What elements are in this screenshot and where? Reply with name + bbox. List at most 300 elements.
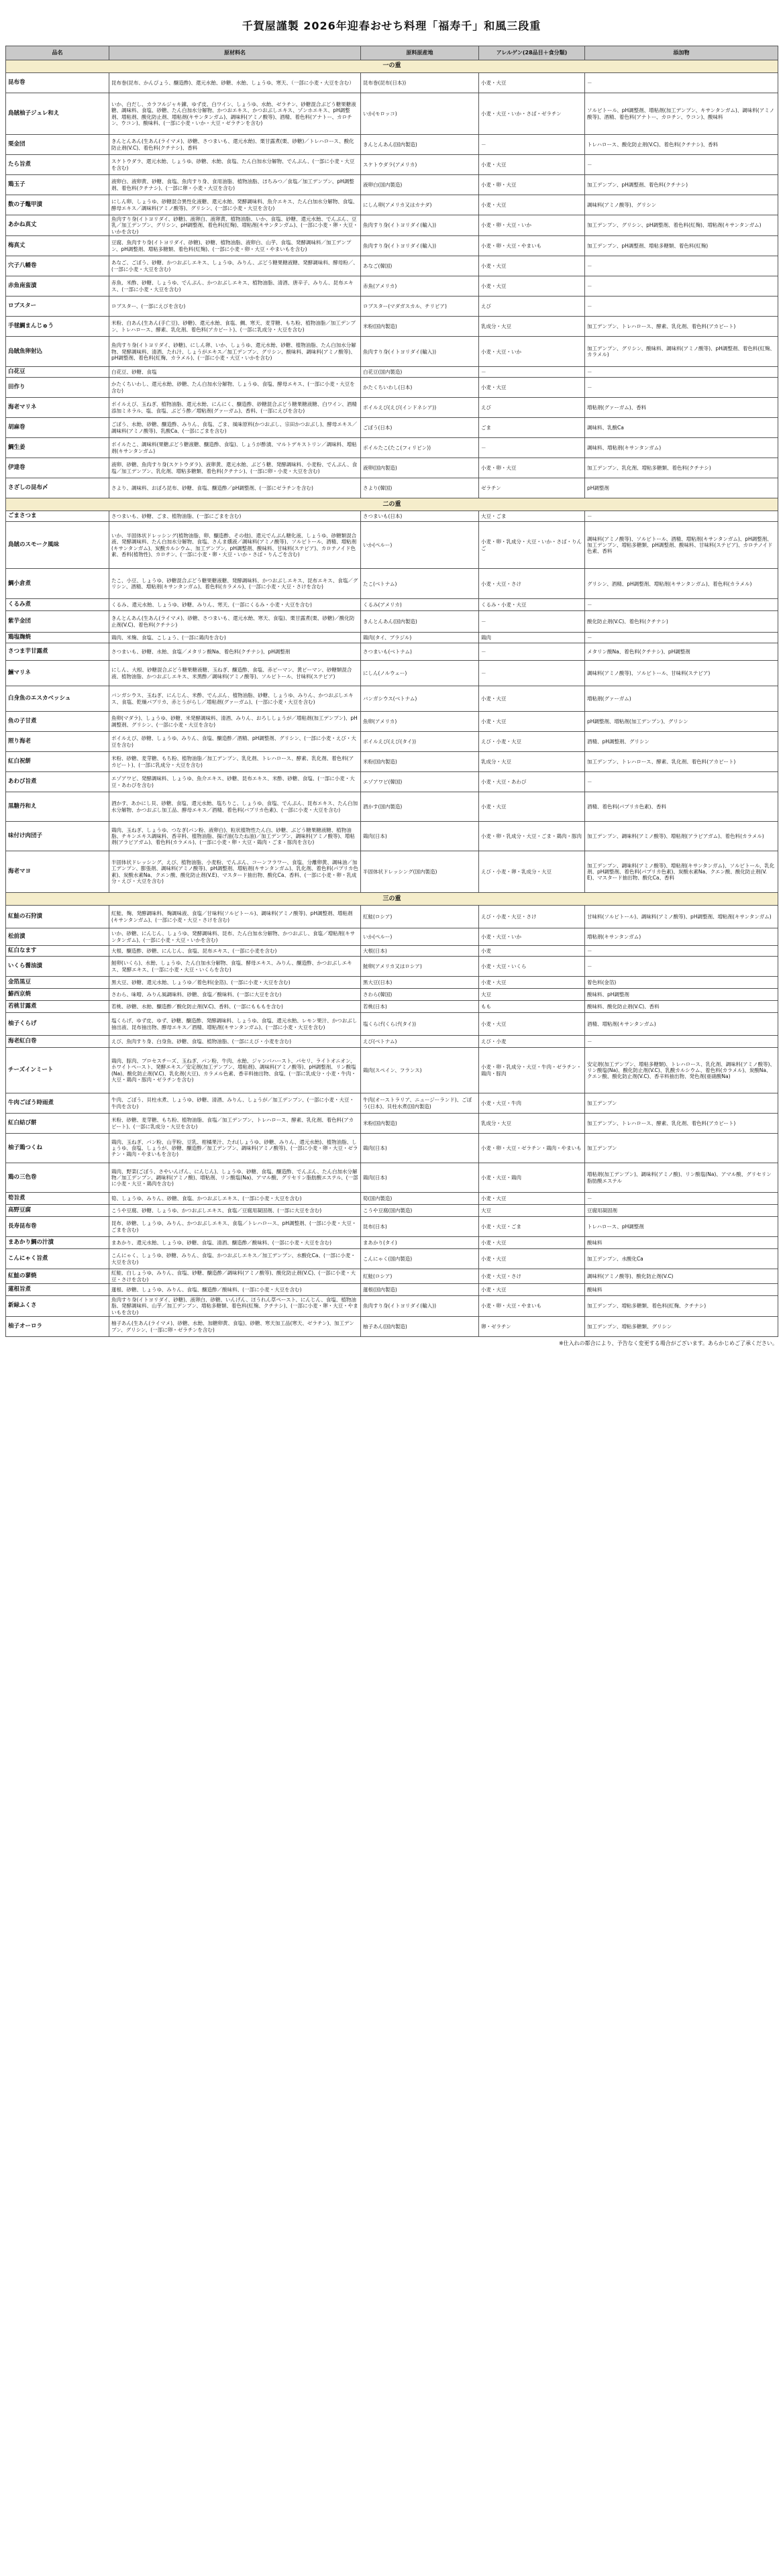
ingredients-table — [5, 46, 778, 1337]
item-name: 黒糖丹和え — [6, 792, 109, 822]
item-name: 金箔黒豆 — [6, 977, 109, 989]
item-origin: 赤魚(アメリカ) — [361, 276, 479, 297]
item-name: 穴子八幡巻 — [6, 256, 109, 276]
footnote: ※仕入れの都合により、予告なく変更する場合がございます。あらかじめご了承ください。 — [558, 1340, 778, 1347]
item-additives: 加工デンプン、増粘多糖類、着色料(紅麹、クチナシ) — [585, 1296, 778, 1317]
item-origin: 魚卵(アメリカ) — [361, 712, 479, 732]
item-name: 高野豆腐 — [6, 1205, 109, 1217]
item-ingredients: 米粉、砂糖、麦芽糖、もち粉、植物油脂、食塩／加工デンプン、トレハロース、酵素、乳化剤、着色料(アカビート)、(一部に乳成分・大豆を含む) — [109, 1114, 361, 1134]
item-allergens: もも — [479, 1001, 585, 1013]
item-name: 鱼の子甘煮 — [6, 712, 109, 732]
item-additives: 酒精、増粘剤(キサンタンガム) — [585, 1013, 778, 1036]
table-row — [6, 1237, 778, 1249]
item-ingredients: まあかり、還元水飴、しょうゆ、砂糖、食塩、清酒、醸造酢／酸味料、(一部に小麦・大豆を含む) — [109, 1237, 361, 1249]
item-name: 照り海老 — [6, 732, 109, 752]
item-allergens: 鶏肉 — [479, 633, 585, 643]
table-row — [6, 398, 778, 418]
item-ingredients: いか、白だし、カラフルジャキ錬、ゆず皮、白ワイン、しょうゆ、水飴、ゼラチン、砂糖混合ぶどう糖果糖液糖、調味料、食塩、砂糖、たん白加水分解物、かつおエキス、かつおぶしエキス、ゾンホエキス、pH調整剤、増粘剤、酸化防止剤、増粘剤(キサンタンガム)、調味料(アミノ酸等)、酒精、着色料(アナトー、カロチン、ウコン)、酸味料、(一部に小麦・いか・大豆・ゼラチンを含む) — [109, 93, 361, 135]
item-allergens: ゼラチン — [479, 478, 585, 498]
table-row — [6, 1284, 778, 1296]
table-row — [6, 906, 778, 928]
item-additives: 豆腐用凝固剤 — [585, 1205, 778, 1217]
item-name: ごまさつま — [6, 511, 109, 522]
section-row — [6, 893, 778, 906]
item-ingredients: ボイルえび、玉ねぎ、植物油脂、還元水飴、にんにく、醸造酢、砂糖混合ぶどう糖果糖液糖、白ワイン、酒精添加ミネラル、塩、食塩、ぶどう酢／増粘剤(グァーガム)、香料、(一部にえびを含む) — [109, 398, 361, 418]
table-row — [6, 93, 778, 135]
item-origin: さわら(韓国) — [361, 989, 479, 1001]
item-additives: － — [585, 1193, 778, 1205]
header-additives: 添加物 — [585, 46, 778, 60]
table-row — [6, 946, 778, 957]
item-origin: 魚肉すり身(イトヨリダイ(輸入)) — [361, 337, 479, 367]
item-allergens: 小麦・大豆・さけ — [479, 1269, 585, 1284]
item-ingredients: 白花豆、砂糖、食塩 — [109, 367, 361, 378]
item-ingredients: 魚卵(マダラ)、しょうゆ、砂糖、米発酵調味料、清酒、みりん、おろししょうが／増粘剤(加工デンプン)、pH調整剤、グリシン、(一部に小麦・大豆を含む) — [109, 712, 361, 732]
item-name: 海老紅白巻 — [6, 1036, 109, 1048]
item-allergens: 小麦・大豆・いくら — [479, 957, 585, 977]
item-name: たら旨煮 — [6, 155, 109, 175]
item-ingredients: スケトウダラ、還元水飴、しょうゆ、砂糖、水飴、食塩、たん白加水分解物、でんぷん、(一部に小麦・大豆を含む) — [109, 155, 361, 175]
item-name: 胡麻巻 — [6, 418, 109, 438]
item-name: 手毬鯛まんじゅう — [6, 317, 109, 337]
item-name: 紅白祝餅 — [6, 752, 109, 772]
section-label: 二の重 — [6, 498, 778, 511]
table-row — [6, 928, 778, 946]
item-name: 味付け肉団子 — [6, 822, 109, 851]
item-allergens: 小麦・大豆・いか・さば・ゼラチン — [479, 93, 585, 135]
item-name: 新緑ふくさ — [6, 1296, 109, 1317]
item-origin: さより(韓国) — [361, 478, 479, 498]
item-ingredients: バンガシウス、玉ねぎ、にんじん、米酢、でんぷん、植物油脂、砂糖、しょうゆ、みりん、かつおぶしエキス、食塩、乾燥パプリカ、赤とうがらし／増粘剤(グァーガム)、(一部に小麦・大豆を含む) — [109, 686, 361, 712]
item-origin: エゾアワビ(韓国) — [361, 772, 479, 792]
item-origin: 鶏肉(日本) — [361, 1134, 479, 1163]
item-additives: 加工デンプン、増粘多糖類、グリシン — [585, 1317, 778, 1337]
item-additives: 増粘剤(グァーガム)、香料 — [585, 398, 778, 418]
item-allergens: － — [479, 135, 585, 155]
item-origin: 黒大豆(日本) — [361, 977, 479, 989]
item-origin: スケトウダラ(アメリカ) — [361, 155, 479, 175]
allergen-document — [5, 7, 778, 1347]
item-origin: 米粉(国内製造) — [361, 752, 479, 772]
item-ingredients: いか、半固体状ドレッシング(植物油脂、卵、醸造酢、その他)、還元でんぷん糖化液、しょうゆ、砂糖類混合液、発酵調味料、たん白加水分解物、食塩、さんま燻液／調味料(アミノ酸等)、ソルビトール、酒精、増粘剤(キサンタンガム)、炭酸カルシウム、加工デンプン、pH調整剤、酸味料、甘味料(ステビア)、カロテノイド色素、香料(植物性)、カロチン、(一部に小麦・卵・大豆・いか・さば・りんごを含む) — [109, 522, 361, 569]
item-origin: 鶏肉(スペイン、フランス) — [361, 1048, 479, 1093]
item-ingredients: 柚子あん(生あん(ライマメ)、砂糖、水飴、加糖卵黄、食塩)、砂糖、寒天加工品(寒天、ゼラチン)、加工デンプン、グリシン、(一部に卵・ゼラチンを含む) — [109, 1317, 361, 1337]
table-row — [6, 712, 778, 732]
item-additives: － — [585, 1036, 778, 1048]
item-additives: － — [585, 297, 778, 317]
item-origin: ボイルたこ(たこ(フィリピン)) — [361, 438, 479, 458]
item-additives: メタリン酸Na、着色料(クチナシ)、pH調整剤 — [585, 643, 778, 661]
table-row — [6, 792, 778, 822]
item-ingredients: にしん、大根、砂糖混合ぶどう糖果糖液糖、玉ねぎ、醸造酢、食塩、赤ピーマン、黄ピーマン、砂糖類混合液、植物油脂、かつおぶしエキス、米黒酢／調味料(アミノ酸等)、ソルビトール、甘味料(ステビア) — [109, 661, 361, 686]
item-name: 白花豆 — [6, 367, 109, 378]
item-origin: あなご(韓国) — [361, 256, 479, 276]
table-row — [6, 135, 778, 155]
item-ingredients: 半固体状ドレッシング、えび、植物油脂、小麦粉、でんぷん、コーンフラワー、食塩、分離卵黄、調味油／加工デンプン、膨張剤、調味料(アミノ酸等)、pH調整剤、増粘剤(キサンタンガム)、乳化剤、着色料(パプリカ色素)、炭酸水素Na、クエン酸、酸化防止剤(V.E)、マスタード抽出物、酸化Ca、香料、(一部に小麦・卵・乳成分・えび・大豆を含む) — [109, 851, 361, 893]
document-title: 千賀屋謹製 2026年迎春おせち料理「福寿千」和風三段重 — [242, 19, 541, 32]
table-row — [6, 1269, 778, 1284]
item-allergens: 小麦・大豆・いか — [479, 337, 585, 367]
item-name: 筍旨煮 — [6, 1193, 109, 1205]
item-origin: さつまいも(日本) — [361, 511, 479, 522]
item-origin: えび(ベトナム) — [361, 1036, 479, 1048]
section-label: 一の重 — [6, 60, 778, 73]
item-origin: ボイルえび(えび(インドネシア)) — [361, 398, 479, 418]
item-allergens: 小麦・大豆・牛肉 — [479, 1093, 585, 1114]
item-ingredients: 塩くらげ、ゆず皮、ゆず、砂糖、醸造酢、発酵調味料、しょうゆ、食塩、還元水飴、レモン果汁、かつおぶし抽出液、昆布抽出物、酵母エキス／酒精、増粘剤(キサンタンガム)、(一部に小麦・大豆を含む) — [109, 1013, 361, 1036]
table-row — [6, 633, 778, 643]
table-row — [6, 215, 778, 236]
item-allergens: 卵・ゼラチン — [479, 1317, 585, 1337]
header-origin: 原料原産地 — [361, 46, 479, 60]
item-allergens: えび — [479, 398, 585, 418]
item-origin: 魚肉すり身(イトヨリダイ(輸入)) — [361, 1296, 479, 1317]
table-row — [6, 438, 778, 458]
item-additives: 加工デンプン、トレハロース、酵素、乳化剤、着色料(アカビート) — [585, 317, 778, 337]
item-additives: 加工デンプン、乳化剤、増粘多糖類、着色料(クチナシ) — [585, 458, 778, 478]
item-additives: 調味料(アミノ酸等)、グリシン — [585, 195, 778, 215]
table-row — [6, 1093, 778, 1114]
item-allergens: 小麦・大豆・あわび — [479, 772, 585, 792]
item-name: 紅白なます — [6, 946, 109, 957]
table-row — [6, 599, 778, 611]
item-name: 数の子鼈甲漬 — [6, 195, 109, 215]
item-name: 栗金団 — [6, 135, 109, 155]
item-name: 鰊マリネ — [6, 661, 109, 686]
item-name: 鰆西京焼 — [6, 989, 109, 1001]
item-name: あわび旨煮 — [6, 772, 109, 792]
table-row — [6, 155, 778, 175]
item-additives: － — [585, 73, 778, 93]
item-allergens: 小麦・大豆 — [479, 73, 585, 93]
item-additives: － — [585, 276, 778, 297]
item-ingredients: 紅鮭、白しょうゆ、みりん、食塩、砂糖、醸造酢／調味料(アミノ酸等)、酸化防止剤(V.C)、(一部に小麦・大豆・さけを含む) — [109, 1269, 361, 1284]
item-origin: いか(ペルー) — [361, 522, 479, 569]
header-allergens: アレルゲン(28品目＋食分類) — [479, 46, 585, 60]
item-additives: 加工デンプン、トレハロース、酵素、乳化剤、着色料(アカビート) — [585, 752, 778, 772]
item-ingredients: 鶏肉、豚肉、プロセスチーズ、玉ねぎ、パン粉、牛肉、水飴、ジャンバハースト、パセリ、ライトオニオン、ホワイトペースト、発酵エキス／安定剤(加工デンプン、増粘剤)、調味料(アミノ酸等)、pH調整剤、リン酸塩(Na)、酸化防止剤(V.C)、乳化剤(大豆)、カラメル色素、香辛料抽出物、食塩、(一部に乳成分・小麦・牛肉・大豆・鶏肉・豚肉・ゼラチンを含む) — [109, 1048, 361, 1093]
item-origin: いか(ペルー) — [361, 928, 479, 946]
table-header-row — [6, 46, 778, 60]
item-ingredients: 黒大豆、砂糖、還元水飴、しょうゆ／着色料(金箔)、(一部に小麦・大豆を含む) — [109, 977, 361, 989]
item-allergens: 小麦・卵・大豆・ゼラチン・鶏肉・やまいも — [479, 1134, 585, 1163]
item-additives: 酸味料 — [585, 1237, 778, 1249]
item-ingredients: さわら、味噌、みりん風調味料、砂糖、食塩／酸味料、(一部に大豆を含む) — [109, 989, 361, 1001]
item-origin: 塩くらげ(くらげ(タイ)) — [361, 1013, 479, 1036]
item-allergens: 小麦・大豆 — [479, 1284, 585, 1296]
item-origin: たこ(ベトナム) — [361, 569, 479, 599]
section-label: 三の重 — [6, 893, 778, 906]
item-additives: 甘味料(ソルビトール)、調味料(アミノ酸等)、pH調整剤、増粘剤(キサンタンガム) — [585, 906, 778, 928]
item-allergens: えび・小麦・大豆・さけ — [479, 906, 585, 928]
table-row — [6, 317, 778, 337]
item-additives: 増粘剤(加工デンプン)、調味料(アミノ酸)、リン酸塩(Na)、アマル酸、グリセリン脂肪酸エステル — [585, 1163, 778, 1193]
table-row — [6, 1048, 778, 1093]
table-row — [6, 1193, 778, 1205]
table-row — [6, 957, 778, 977]
item-allergens: 小麦・卵・大豆 — [479, 458, 585, 478]
item-additives: 酒精、着色料(パプリカ色素)、香料 — [585, 792, 778, 822]
item-additives: pH調整剤、増粘剤(加工デンプン)、グリシン — [585, 712, 778, 732]
item-ingredients: きんとんあん(生あん(ライマメ)、砂糖、さつまいも、還元水飴、寒天、食塩)、栗甘露煮(栗、砂糖)／酸化防止剤(V.C)、着色料(クチナシ) — [109, 611, 361, 633]
item-ingredients: ごぼう、水飴、砂糖、醸造酢、みりん、食塩、ごま、風味原料(かつおぶし、宗田かつおぶし)、酵母エキス／調味料(アミノ酸等)、乳酸Ca、(一部にごまを含む) — [109, 418, 361, 438]
item-additives: － — [585, 378, 778, 398]
item-origin: 鶏肉(タイ、ブラジル) — [361, 633, 479, 643]
item-name: 梅真丈 — [6, 236, 109, 256]
item-name: 柚子オーロラ — [6, 1317, 109, 1337]
table-row — [6, 73, 778, 93]
item-origin: 昆布巻(昆布(日本)) — [361, 73, 479, 93]
item-additives: 調味料、増粘剤(キサンタンガム) — [585, 438, 778, 458]
item-allergens: 小麦・大豆 — [479, 712, 585, 732]
item-additives: 加工デンプン、調味料(アミノ酸等)、増粘剤(アラビアガム)、着色料(カラメル) — [585, 822, 778, 851]
item-ingredients: 若桃、砂糖、水飴、醸造酢／酸化防止剤(V.C)、香料、(一部にもももを含む) — [109, 1001, 361, 1013]
item-origin: 昆布(日本) — [361, 1217, 479, 1237]
item-additives: － — [585, 599, 778, 611]
item-origin: 鶏肉(日本) — [361, 1163, 479, 1193]
item-allergens: えび — [479, 297, 585, 317]
item-name: あかね真丈 — [6, 215, 109, 236]
table-row — [6, 732, 778, 752]
item-origin: 酒かす(国内製造) — [361, 792, 479, 822]
item-additives: 加工デンプン — [585, 1134, 778, 1163]
item-additives: 調味料(アミノ酸等)、ソルビトール、甘味料(ステビア) — [585, 661, 778, 686]
item-name: 鳥賊のスモーク風味 — [6, 522, 109, 569]
item-origin: いか(モロッコ) — [361, 93, 479, 135]
table-row — [6, 686, 778, 712]
item-origin: 米粉(国内製造) — [361, 317, 479, 337]
item-origin: 魚肉すり身(イトヨリダイ(輸入)) — [361, 236, 479, 256]
item-ingredients: エゾアワビ、発酵調味料、しょうゆ、魚介エキス、砂糖、昆布エキス、米酢、砂糖、食塩、(一部に小麦・大豆・あわびを含む) — [109, 772, 361, 792]
item-allergens: 小麦・大豆・さけ — [479, 569, 585, 599]
item-name: 海老マリネ — [6, 398, 109, 418]
header-ingredients: 原材料名 — [109, 46, 361, 60]
item-name: 蓮根旨煮 — [6, 1284, 109, 1296]
table-row — [6, 1217, 778, 1237]
item-origin: ロブスター(マダガスカル、チリピア) — [361, 297, 479, 317]
item-allergens: 小麦・卵・乳成分・大豆・いか・さば・りんご — [479, 522, 585, 569]
item-allergens: 小麦・大豆 — [479, 1249, 585, 1269]
item-ingredients: 大根、醸造酢、砂糖、にんじん、食塩、昆布エキス、(一部に小麦を含む) — [109, 946, 361, 957]
item-ingredients: かたくちいわし、還元水飴、砂糖、たん白加水分解物、しょうゆ、食塩、酵母エキス、(一部に小麦・大豆を含む) — [109, 378, 361, 398]
item-allergens: えび・小麦 — [479, 1036, 585, 1048]
item-origin: 大根(日本) — [361, 946, 479, 957]
item-additives: － — [585, 256, 778, 276]
item-additives: トレハロース、pH調整剤 — [585, 1217, 778, 1237]
item-origin: 液卵(国内製造) — [361, 458, 479, 478]
item-ingredients: 鶏肉、野菜(ごぼう、さやいんげん、にんじん)、しょうゆ、砂糖、食塩、醸造酢、でんぷん、たん白加水分解物／加工デンプン、調味料(アミノ酸)、増粘剤、リン酸塩(Na)、アマル酸、グリセリン脂肪酸エステル、(一部に小麦・大豆・鶏肉を含む) — [109, 1163, 361, 1193]
item-ingredients: 紅鮭、麹、発酵調味料、麹調味液、食塩／甘味料(ソルビトール)、調味料(アミノ酸等)、pH調整剤、増粘剤(キサンタンガム)、(一部に小麦・大豆・さけを含む) — [109, 906, 361, 928]
item-origin: 液卵白(国内製造) — [361, 175, 479, 195]
table-row — [6, 569, 778, 599]
item-name: くるみ煮 — [6, 599, 109, 611]
item-ingredients: 液卵、砂糖、魚肉すり身(スケトウダラ)、液卵黄、還元水飴、ぶどう糖、発酵調味料、小麦粉、でんぷん、食塩／加工デンプン、乳化剤、増粘多糖類、着色料(クチナシ)、(一部に卵・小麦・大豆を含む) — [109, 458, 361, 478]
item-additives: 酒精、pH調整剤、グリシン — [585, 732, 778, 752]
item-name: 海老マヨ — [6, 851, 109, 893]
item-ingredients: 赤魚、米酢、砂糖、しょうゆ、でんぷん、かつおぶしエキス、植物油脂、清酒、唐辛子、みりん、昆布エキス、(一部に小麦・大豆を含む) — [109, 276, 361, 297]
item-allergens: 小麦・大豆・いか — [479, 928, 585, 946]
item-origin: きんとんあん(国内製造) — [361, 135, 479, 155]
item-ingredients: えび、魚肉すり身、白身魚、砂糖、食塩、植物油脂、(一部にえび・小麦を含む) — [109, 1036, 361, 1048]
item-origin: 若桃(日本) — [361, 1001, 479, 1013]
item-name: 鯛生姜 — [6, 438, 109, 458]
item-ingredients: ロブスター、(一部にえびを含む) — [109, 297, 361, 317]
item-allergens: － — [479, 661, 585, 686]
item-additives: 酸味料、pH調整剤 — [585, 989, 778, 1001]
item-allergens: 小麦・大豆 — [479, 378, 585, 398]
item-allergens: 乳成分・大豆 — [479, 1114, 585, 1134]
item-name: さざしの昆布〆 — [6, 478, 109, 498]
item-name: いくら醤油漬 — [6, 957, 109, 977]
item-allergens: 大豆 — [479, 1205, 585, 1217]
item-name: 鶏玉子 — [6, 175, 109, 195]
item-ingredients: 魚肉すり身(イトヨリダイ、砂糖)、液卵白、砂糖、いんげん、ほうれん草ペースト、にんじん、食塩、植物油脂、発酵調味料、山芋／加工デンプン、増粘多糖類、着色料(紅麹、クチナシ)、(一部に小麦・卵・大豆・やまいもを含む) — [109, 1296, 361, 1317]
item-allergens: 乳成分・大豆 — [479, 752, 585, 772]
item-name: 牛肉ごぼう時雨煮 — [6, 1093, 109, 1114]
table-body — [6, 60, 778, 1337]
item-additives: 加工デンプン、トレハロース、酵素、乳化剤、着色料(アカビート) — [585, 1114, 778, 1134]
item-ingredients: 鶏肉、玉ねぎ、しょうゆ、つなぎ(パン粉、液卵白)、粒状植物性たん白、砂糖、ぶどう糖果糖液糖、植物油脂、チキンエキス調味料、香辛料、植物油脂、揚げ油(なたね油)／加工デンプン、調味料(アミノ酸等)、増粘剤(アラビアガム)、着色料(カラメル)、(一部に小麦・卵・大豆・鶏肉・ごま・豚肉を含む) — [109, 822, 361, 851]
table-row — [6, 458, 778, 478]
item-allergens: 小麦・大豆・ごま — [479, 1217, 585, 1237]
item-name: 紅鮭の石狩漬 — [6, 906, 109, 928]
item-allergens: えび・小麦・卵・乳成分・大豆 — [479, 851, 585, 893]
item-ingredients: 魚肉すり身(イトヨリダイ、砂糖)、液卵白、液卵黄、植物油脂、いか、食塩、砂糖、還元水飴、でんぷん、豆乳／加工デンプン、グリシン、pH調整剤、着色料(紅麹)、増粘剤(キサンタンガム)、(一部に小麦・卵・大豆・いかを含む) — [109, 215, 361, 236]
table-row — [6, 851, 778, 893]
item-name: 田作り — [6, 378, 109, 398]
item-ingredients: さより、調味料、おぼろ昆布、砂糖、食塩、醸造酢／pH調整剤、(一部にゼラチンを含む) — [109, 478, 361, 498]
item-origin: ごぼう(日本) — [361, 418, 479, 438]
item-allergens: 小麦・大豆 — [479, 155, 585, 175]
item-name: 鳥賊柚子ジュレ和え — [6, 93, 109, 135]
table-row — [6, 1296, 778, 1317]
table-row — [6, 1013, 778, 1036]
item-origin: 米粉(国内製造) — [361, 1114, 479, 1134]
item-ingredients: 鶏肉、米麹、食塩、こしょう、(一部に鶏肉を含む) — [109, 633, 361, 643]
item-origin: ボイルえび(えび(タイ)) — [361, 732, 479, 752]
table-row — [6, 1205, 778, 1217]
item-name: 松前漬 — [6, 928, 109, 946]
item-ingredients: 昆布巻(昆布、かんぴょう、醸造酢)、還元水飴、砂糖、水飴、しょうゆ、寒天、（一部に小麦・大豆を含む） — [109, 73, 361, 93]
item-origin: こんにゃく(国内製造) — [361, 1249, 479, 1269]
item-name: 鯛小倉煮 — [6, 569, 109, 599]
item-additives: 調味料、乳酸Ca — [585, 418, 778, 438]
item-additives: 加工デンプン — [585, 1093, 778, 1114]
item-additives: － — [585, 367, 778, 378]
item-name: 柚子くらげ — [6, 1013, 109, 1036]
item-origin: 紅鮭(ロシア) — [361, 1269, 479, 1284]
item-origin: 柚子あん(国内製造) — [361, 1317, 479, 1337]
item-additives: － — [585, 946, 778, 957]
item-name: チーズインミート — [6, 1048, 109, 1093]
item-ingredients: 液卵白、液卵黄、砂糖、食塩、魚肉すり身、食用油脂、植物油脂、ほちみつ／食塩／加工デンプン、pH調整剤、着色料(クチナシ)、(一部に卵・小麦・大豆を含む) — [109, 175, 361, 195]
item-ingredients: 酒かす、あかにし貝、砂糖、食塩、還元水飴、塩ちりこ、しょうゆ、食塩、でんぷん、昆布エキス、たん白加水分解物、かつおぶし加工品、酵母エキス／酒精、着色料(パプリカ色素)、(一部に小麦・大豆を含む) — [109, 792, 361, 822]
item-additives: 加工デンプン、水酸化Ca — [585, 1249, 778, 1269]
item-allergens: 小麦・大豆 — [479, 686, 585, 712]
item-name: こんにゃく旨煮 — [6, 1249, 109, 1269]
item-allergens: 小麦・卵・乳成分・大豆・ごま・鶏肉・豚肉 — [479, 822, 585, 851]
item-origin: まあかり(タイ) — [361, 1237, 479, 1249]
item-origin: 鶏肉(日本) — [361, 822, 479, 851]
item-origin: 半固体状ドレッシング(国内製造) — [361, 851, 479, 893]
item-origin: かたくちいわし(日本) — [361, 378, 479, 398]
item-name: 紫芋金団 — [6, 611, 109, 633]
item-ingredients: 鮭卵(いくら)、水飴、しょうゆ、たん白加水分解物、食塩、酵母エキス、みりん、醸造酢、かつおぶしエキス、発酵エキス、(一部に小麦・大豆・いくらを含む) — [109, 957, 361, 977]
item-ingredients: いか、砂糖、にんじん、しょうゆ、発酵調味料、昆布、たん白加水分解物、かつおぶし、食塩／増粘剤(キサンタンガム)、(一部に小麦・大豆・いかを含む) — [109, 928, 361, 946]
item-ingredients: 魚肉すり身(イトヨリダイ、砂糖)、にしん卵、いか、しょうゆ、還元水飴、砂糖、植物油脂、たん白加水分解物、発酵調味料、清酒、たれ汁、しょうがエキス／加工デンプン、グリシン、酸味料、調味料(アミノ酸等)、pH調整剤、着色料(紅麹、カラメル)、(一部に小麦・大豆・いかを含む) — [109, 337, 361, 367]
item-allergens: 小麦・大豆 — [479, 792, 585, 822]
item-additives: 着色料(金箔) — [585, 977, 778, 989]
item-allergens: 小麦・卵・大豆・やまいも — [479, 1296, 585, 1317]
item-ingredients: きんとんあん(生あん(ライマメ)、砂糖、さつまいも、還元水飴)、栗甘露煮(栗、砂糖)／トレハロース、酸化防止剤(V.C)、着色料(クチナシ)、香料 — [109, 135, 361, 155]
item-name: 伊達巻 — [6, 458, 109, 478]
item-additives: － — [585, 633, 778, 643]
item-ingredients: ボイルえび、砂糖、しょうゆ、みりん、食塩、醸造酢／酒精、pH調整剤、グリシン、(一部に小麦・えび・大豆を含む) — [109, 732, 361, 752]
item-ingredients: 米粉、白あん(生あん(手亡豆)、砂糖)、還元水飴、食塩、鯛、寒天、麦芽糖、もち粉、植物油脂／加工デンプン、トレハロース、酵素、乳化剤、着色料(アカビート)、(一部に乳成分・大豆を含む) — [109, 317, 361, 337]
item-allergens: 小麦・大豆 — [479, 276, 585, 297]
header-name: 品名 — [6, 46, 109, 60]
item-additives: 酸味料、酸化防止剤(V.C)、香料 — [585, 1001, 778, 1013]
item-origin: バンガシウス(ベトナム) — [361, 686, 479, 712]
section-row — [6, 60, 778, 73]
item-additives: 安定剤(加工デンプン、増粘多糖類)、トレハロース、乳化剤、調味料(アミノ酸等)、リン酸塩(Na)、酸化防止剤(V.C)、乳酸カルシウム、着色料(カラメル)、炭酸Na、クエン酸、酸化防止剤(V.C)、香辛料抽出物、発色剤(亜硝酸Na) — [585, 1048, 778, 1093]
table-row — [6, 772, 778, 792]
table-row — [6, 1317, 778, 1337]
table-row — [6, 276, 778, 297]
item-name: 紅白結び餅 — [6, 1114, 109, 1134]
item-name: さつま芋甘露煮 — [6, 643, 109, 661]
table-row — [6, 418, 778, 438]
item-origin: 鮭卵(アメリカ又はロシア) — [361, 957, 479, 977]
table-row — [6, 1036, 778, 1048]
table-row — [6, 478, 778, 498]
item-allergens: えび・小麦・大豆 — [479, 732, 585, 752]
item-origin: にしん(ノルウェー) — [361, 661, 479, 686]
item-name: まあかり鯛の汁漬 — [6, 1237, 109, 1249]
item-origin: 蓮根(国内製造) — [361, 1284, 479, 1296]
item-name: 烏賊魚卵射込 — [6, 337, 109, 367]
item-ingredients: さつまいも、砂糖、ごま、植物油脂、(一部にごまを含む) — [109, 511, 361, 522]
item-allergens: － — [479, 438, 585, 458]
item-origin: 魚肉すり身(イトヨリダイ(輸入)) — [361, 215, 479, 236]
item-ingredients: さつまいも、砂糖、水飴、食塩／メタリン酸Na、着色料(クチナシ)、pH調整剤 — [109, 643, 361, 661]
item-ingredients: 豆腐、魚肉すり身(イトヨリダイ、砂糖)、砂糖、植物油脂、液卵白、山芋、食塩、発酵調味料／加工デンプン、pH調整剤、増粘多糖類、着色料(紅麹)、(一部に小麦・卵・大豆・やまいもを含む) — [109, 236, 361, 256]
item-allergens: 大豆 — [479, 989, 585, 1001]
item-name: 昆布巻 — [6, 73, 109, 93]
item-ingredients: 牛肉、ごぼう、貝柱水煮、しょうゆ、砂糖、清酒、みりん、しょうが／加工デンプン、(一部に小麦・大豆・牛肉を含む) — [109, 1093, 361, 1114]
item-additives: ソルビトール、pH調整剤、増粘剤(加工デンプン、キサンタンガム)、調味料(アミノ酸等)、酒精、着色料(アナトー、カロチン、ウコン)、酸味料 — [585, 93, 778, 135]
item-allergens: 小麦・大豆 — [479, 1193, 585, 1205]
item-additives: 加工デンプン、グリシン、pH調整剤、着色料(紅麹)、増粘剤(キサンタンガム) — [585, 215, 778, 236]
table-row — [6, 989, 778, 1001]
item-additives: 調味料(アミノ酸等)、酸化防止剤(V.C) — [585, 1269, 778, 1284]
item-ingredients: 米粉、砂糖、麦芽糖、もち粉、植物油脂／加工デンプン、乳化剤、トレハロース、酵素、乳化剤、着色料(アカビート)、(一部に乳成分・大豆を含む) — [109, 752, 361, 772]
item-allergens: 大豆・ごま — [479, 511, 585, 522]
item-name: 長寿昆布巻 — [6, 1217, 109, 1237]
table-row — [6, 256, 778, 276]
table-row — [6, 1114, 778, 1134]
table-row — [6, 1249, 778, 1269]
item-allergens: 小麦・卵・乳成分・大豆・牛肉・ゼラチン・鶏肉・豚肉 — [479, 1048, 585, 1093]
table-row — [6, 236, 778, 256]
item-name: 鶏の三色巻 — [6, 1163, 109, 1193]
table-row — [6, 367, 778, 378]
section-row — [6, 498, 778, 511]
item-ingredients: 鶏肉、玉ねぎ、パン粉、山芋粉、豆乳、柑橘果汁、たれ(しょうゆ、砂糖、みりん、還元水飴)、植物油脂、しょうゆ、食塩、しょうが、砂糖、醸造酢／加工デンプン、調味料(アミノ酸等)、(一部に小麦・卵・大豆・ゼラチン・鶏肉・やまいもを含む) — [109, 1134, 361, 1163]
item-additives: 加工デンプン、調味料(アミノ酸等)、増粘剤(キサンタンガム)、ソルビトール、乳化剤、pH調整剤、着色料(パプリカ色素)、炭酸水素Na、クエン酸、酸化防止剤(V.E)、マスタード抽出物、酸化Ca、香料 — [585, 851, 778, 893]
item-allergens: 乳成分・大豆 — [479, 317, 585, 337]
item-allergens: くるみ・小麦・大豆 — [479, 599, 585, 611]
